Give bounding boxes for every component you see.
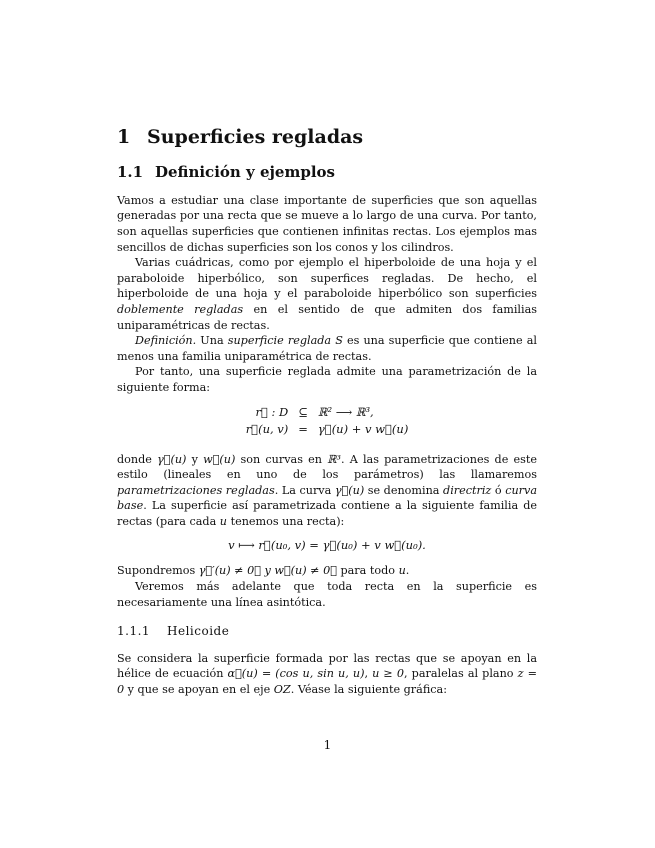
paragraph-definition [117, 333, 537, 364]
math-u-condition: u ≥ 0 [372, 667, 405, 681]
math-helix: α⃗(u) = (cos u, sin u, u) [227, 667, 365, 681]
equation-lhs: r⃗ : D [255, 404, 289, 419]
text-span: Varias cuádricas, como por ejemplo el hiperboloide de una hoja y el paraboloide hiperbólico, son superfices regladas. De hecho, el hiperboloide de una hoja y el paraboloide hiperbólico son superficies [117, 256, 537, 301]
page-number: 1 [323, 738, 332, 752]
paragraph-where [117, 452, 537, 530]
text-span: . Véase la siguiente gráfica: [290, 682, 447, 696]
equation-parametrization [241, 404, 414, 438]
paragraph-asymptotic: Veremos más adelante que toda recta en la superficie es necesariamente una línea asintótica. [117, 580, 537, 609]
math-gamma: γ⃗(u) [157, 452, 187, 466]
text-span: Supondremos [117, 564, 199, 578]
text-span: ó [491, 483, 506, 497]
paragraph-intro: Vamos a estudiar una clase importante de superficies que son aquellas generadas por una recta que se mueve a lo largo de una curva. Por tanto, son aquellas superficies que contienen infinitas rectas. Los ejemplos mas sencillos de dichas superficies son los conos y los cilindros. [117, 193, 537, 254]
paragraph-assumption [117, 563, 537, 579]
section-number: 1 [117, 126, 131, 148]
page-content [117, 126, 537, 697]
text-span: , paralelas al plano [404, 667, 518, 681]
text-span: en el sentido de que admiten dos familias uniparamétricas de rectas. [117, 302, 537, 332]
subsection-title: Definición y ejemplos [155, 162, 335, 181]
emphasis-ruled-parametrizations: parametrizaciones regladas [117, 483, 275, 497]
text-span: se denomina [364, 483, 444, 497]
text-span: para todo [336, 564, 399, 578]
subsection-number: 1.1 [117, 162, 144, 181]
text-span: Se considera la superficie formada por las rectas que se apoyan en la hélice de ecuación [117, 651, 537, 681]
definition-label: Definición. [135, 334, 197, 348]
text-span: y que se apoyan en el eje [124, 682, 274, 696]
text-span: . A las parametrizaciones de este estilo (lineales en uno de los parámetros) las llamaremos [117, 452, 537, 482]
equation-rhs: γ⃗(u) + v w⃗(u) [317, 421, 409, 436]
text-span: . La superficie así parametrizada contiene a la siguiente familia de rectas (para cada [117, 499, 537, 528]
emphasis-ruled-surface: superficie reglada [227, 334, 332, 348]
text-span: , [364, 667, 373, 681]
paragraph-helicoid [117, 651, 537, 698]
equation-rhs: ℝ² ⟶ ℝ³, [317, 404, 374, 419]
section-title: Superficies regladas [147, 126, 364, 148]
equation-lhs: r⃗(u, v) [245, 421, 289, 436]
math-s: S [331, 334, 343, 348]
equation-relation: ⊆ [298, 404, 308, 419]
emphasis-directrix: directriz [443, 483, 492, 497]
math-plane: z = 0 [117, 667, 537, 696]
math-u: u [219, 514, 228, 528]
text-span: y [186, 452, 204, 466]
text-span: . La curva [274, 483, 335, 497]
text-span: son curvas en [235, 452, 328, 466]
equation-row [241, 404, 414, 421]
math-nonzero: γ⃗′(u) ≠ 0⃗ y w⃗(u) ≠ 0⃗ [198, 564, 337, 578]
subsubsection-heading [117, 624, 537, 638]
text-span: . [405, 564, 410, 578]
subsection-heading [117, 163, 537, 181]
emphasis-base-curve: curva base [117, 483, 537, 513]
math-u: u [398, 564, 406, 578]
paragraph-quadrics [117, 255, 537, 333]
text-span: donde [117, 452, 158, 466]
math-w: w⃗(u) [203, 452, 236, 466]
subsubsection-number: 1.1.1 [117, 624, 151, 639]
equation-row [241, 421, 414, 438]
paragraph-parametrization: Por tanto, una superficie reglada admite una parametrización de la siguiente forma: [117, 365, 537, 394]
text-span: tenemos una recta): [227, 514, 345, 528]
equation-family: v ⟼ r⃗(u₀, v) = γ⃗(u₀) + v w⃗(u₀). [228, 538, 426, 553]
math-axis: OZ [273, 682, 291, 696]
math-gamma: γ⃗(u) [334, 483, 365, 497]
equation-relation: = [298, 421, 308, 436]
text-span: Una [196, 334, 228, 348]
subsubsection-title: Helicoide [167, 624, 230, 639]
emphasis-doubly-ruled: doblemente regladas [117, 302, 244, 316]
section-heading [117, 126, 537, 149]
math-r3: ℝ³ [327, 452, 341, 466]
text-span: es una superficie que contiene al menos una familia uniparamétrica de rectas. [117, 334, 537, 363]
